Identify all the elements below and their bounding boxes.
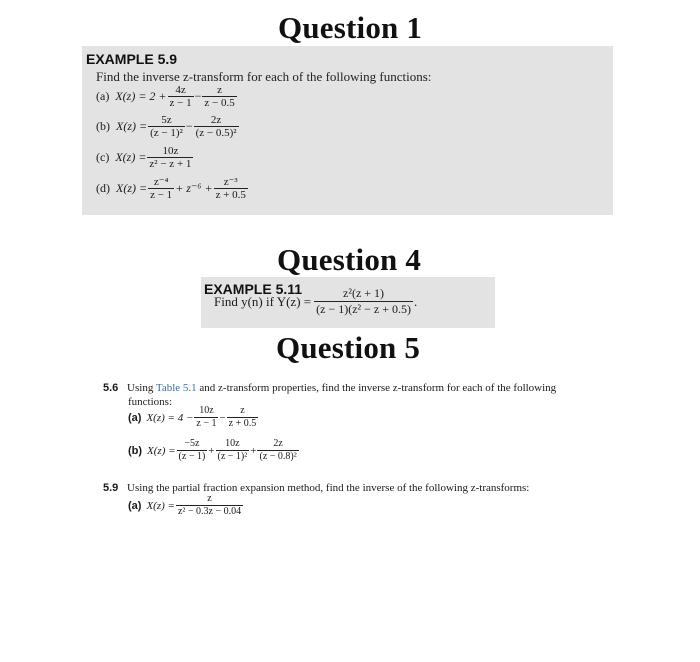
example-5-9-part-b (96, 114, 240, 139)
fraction-denominator: z + 0.5 (228, 418, 257, 429)
fraction-numerator: z⁻³ (223, 176, 238, 188)
part-a-fraction-1 (194, 405, 218, 430)
problem-5-9-text: Using the partial fraction expansion method, find the inverse of the following z-transforms: (127, 482, 530, 494)
example-5-9-prompt: Find the inverse z-transform for each of the following functions: (96, 69, 432, 84)
part-b-fraction-2 (216, 438, 250, 463)
minus-operator: − (219, 411, 226, 424)
problem-5-6-text-c: functions: (128, 396, 172, 408)
question-5-title: Question 5 (276, 330, 421, 365)
problem-5-6-part-a (128, 405, 259, 430)
part-c-lhs: X(z) = (115, 150, 147, 164)
part-a-fraction-2 (227, 405, 259, 430)
fraction-denominator: z − 1 (150, 189, 173, 201)
part-d-label: (d) (96, 181, 110, 195)
minus-operator: − (185, 119, 193, 133)
part-a-fraction (176, 493, 243, 518)
fraction-denominator: z − 1 (196, 418, 217, 429)
fraction-denominator: (z − 0.5)² (195, 127, 237, 139)
fraction-numerator: z (207, 493, 212, 504)
part-b-label: (b) (96, 119, 110, 133)
example-5-11-label: EXAMPLE 5.11 (204, 281, 303, 297)
part-b-label: (b) (128, 444, 143, 457)
fraction-numerator: −5z (184, 438, 200, 449)
problem-5-6-text-a: Using (127, 382, 154, 394)
part-a-fraction-1 (168, 84, 194, 109)
part-d-fraction-2 (214, 176, 248, 201)
part-b-lhs: X(z) = (116, 119, 148, 133)
minus-operator: − (194, 89, 202, 103)
fraction-denominator: (z − 1)(z² − z + 0.5) (316, 302, 411, 316)
part-b-fraction-1 (177, 438, 208, 463)
fraction-numerator: z⁻⁴ (153, 176, 169, 188)
problem-5-6-intro (103, 382, 556, 394)
fraction-denominator: (z − 1) (178, 451, 206, 462)
fraction-denominator: (z − 1)² (217, 451, 248, 462)
fraction-denominator: z − 0.5 (204, 97, 235, 109)
fraction-numerator: 10z (225, 438, 240, 449)
part-a-label: (a) (128, 499, 142, 512)
part-c-label: (c) (96, 150, 110, 164)
part-a-lhs: X(z) = (146, 499, 175, 512)
example-5-9-part-a (96, 84, 238, 109)
problem-5-6-part-b (128, 438, 300, 463)
example-5-11-prompt: Find y(n) if Y(z) = (214, 293, 312, 309)
problem-5-9-part-a (128, 493, 244, 518)
table-5-1-link[interactable]: Table 5.1 (155, 382, 197, 394)
fraction-numerator: 10z (162, 145, 179, 157)
part-a-label: (a) (96, 89, 110, 103)
part-b-lhs: X(z) = (147, 444, 176, 457)
example-5-11-equation (214, 286, 417, 317)
part-a-fraction-2 (202, 84, 236, 109)
period: . (413, 293, 418, 309)
plus-operator: + (208, 444, 215, 457)
fraction-numerator: z (240, 405, 245, 416)
fraction-numerator: z²(z + 1) (343, 286, 385, 300)
problem-5-9-number: 5.9 (103, 482, 119, 494)
fraction-denominator: z − 1 (169, 97, 192, 109)
part-a-label: (a) (128, 411, 142, 424)
part-d-lhs: X(z) = (116, 181, 148, 195)
fraction-numerator: 2z (273, 438, 283, 449)
part-d-fraction-1 (148, 176, 174, 201)
problem-5-6-number: 5.6 (103, 382, 119, 394)
fraction-denominator: (z − 1)² (150, 127, 183, 139)
plus-operator: + (250, 444, 257, 457)
part-b-fraction-1 (148, 114, 185, 139)
question-4-title: Question 4 (277, 242, 422, 277)
fraction-denominator: z + 0.5 (215, 189, 246, 201)
part-b-fraction-3 (257, 438, 298, 463)
example-5-9-part-c (96, 145, 194, 170)
example-5-9-part-d (96, 176, 249, 201)
example-5-11-fraction (314, 286, 413, 317)
part-d-middle-term: + z⁻⁶ + (175, 181, 213, 195)
example-5-9-label: EXAMPLE 5.9 (86, 51, 178, 67)
part-b-fraction-2 (194, 114, 239, 139)
fraction-numerator: 2z (210, 114, 222, 126)
fraction-denominator: z² − 0.3z − 0.04 (177, 506, 242, 517)
part-a-lhs: X(z) = 2 + (115, 89, 167, 103)
question-1-title: Question 1 (278, 10, 423, 45)
problem-5-6-text-b: and z-transform properties, find the inverse z-transform for each of the following (199, 382, 557, 394)
fraction-denominator: (z − 0.8)² (259, 451, 297, 462)
fraction-numerator: 4z (175, 84, 186, 96)
part-c-fraction (147, 145, 193, 170)
part-a-lhs: X(z) = 4 − (146, 411, 194, 424)
fraction-numerator: 5z (161, 114, 172, 126)
fraction-numerator: 10z (199, 405, 214, 416)
fraction-numerator: z (217, 84, 222, 96)
fraction-denominator: z² − z + 1 (149, 158, 192, 170)
